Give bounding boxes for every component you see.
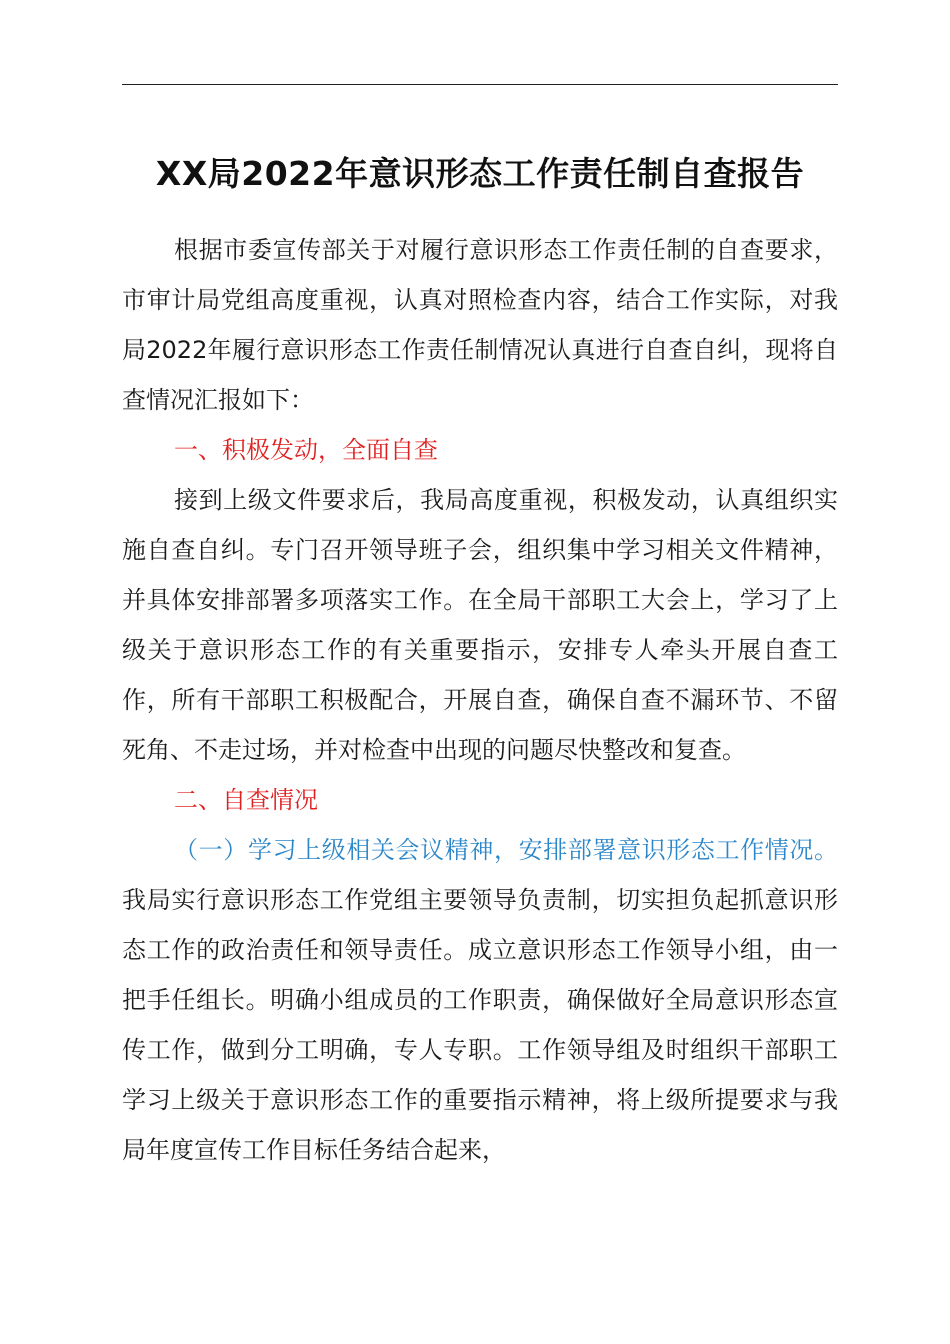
section-1-paragraph: 接到上级文件要求后，我局高度重视，积极发动，认真组织实施自查自纠。专门召开领导班子会，组织集中学习相关文件精神，并具体安排部署多项落实工作。在全局干部职工大会上，学习了上级关于意识形态工作的有关重要指示，安排专人牵头开展自查工作，所有干部职工积极配合，开展自查，确保自查不漏环节、不留死角、不走过场，并对检查中出现的问题尽快整改和复查。 bbox=[122, 486, 838, 764]
subsection-heading-1: （一）学习上级相关会议精神，安排部署意识形态工作情况。 bbox=[174, 836, 838, 864]
subsection-1-body: 我局实行意识形态工作党组主要领导负责制，切实担负起抓意识形态工作的政治责任和领导责任。成立意识形态工作领导小组，由一把手任组长。明确小组成员的工作职责，确保做好全局意识形态宣传工作，做到分工明确，专人专职。工作领导组及时组织干部职工学习上级关于意识形态工作的重要指示精神，将上级所提要求与我局年度宣传工作目标任务结合起来， bbox=[122, 886, 838, 1164]
section-heading-1: 一、积极发动，全面自查 bbox=[174, 436, 438, 464]
header-rule bbox=[122, 84, 838, 85]
document-body bbox=[122, 225, 838, 1175]
intro-paragraph: 根据市委宣传部关于对履行意识形态工作责任制的自查要求，市审计局党组高度重视，认真对照检查内容，结合工作实际，对我局2022年履行意识形态工作责任制情况认真进行自查自纠，现将自查情况汇报如下： bbox=[122, 236, 838, 414]
document-title: XX局2022年意识形态工作责任制自查报告 bbox=[155, 154, 805, 193]
subsection-1-paragraph bbox=[122, 825, 838, 1175]
section-heading-2: 二、自查情况 bbox=[174, 786, 318, 814]
